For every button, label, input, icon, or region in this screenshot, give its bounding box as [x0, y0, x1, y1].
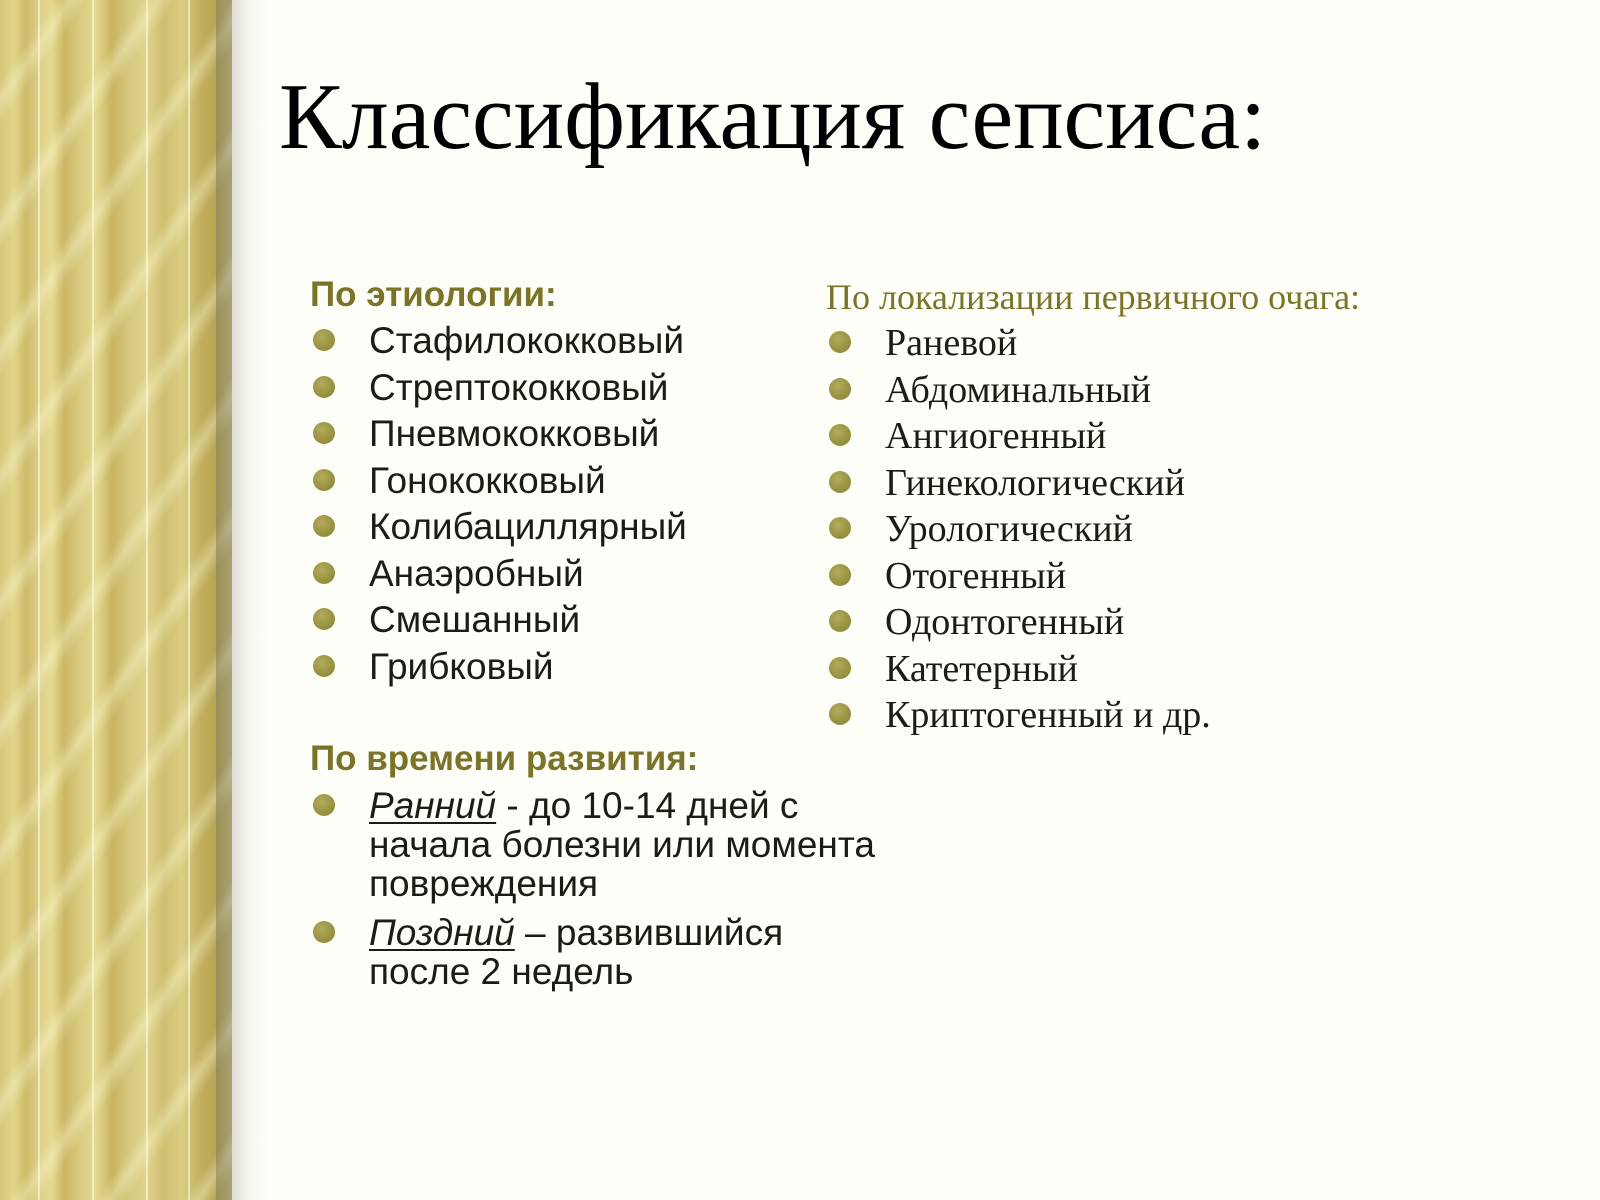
list-item-label: Анаэробный: [369, 552, 584, 594]
bullet-icon: [313, 655, 335, 677]
list-item: [826, 367, 1360, 414]
list-item-label: Ангиогенный: [885, 415, 1107, 457]
band-stripe: [38, 0, 40, 1200]
bullet-icon: [313, 422, 335, 444]
late-line-2: после 2 недель: [369, 951, 634, 992]
development-time-section: [310, 736, 950, 991]
bullet-icon: [829, 610, 851, 632]
bullet-icon: [829, 378, 851, 400]
band-stripe: [188, 0, 190, 1200]
bullet-icon: [829, 471, 851, 493]
bullet-icon: [313, 515, 335, 537]
early-line-3: повреждения: [369, 863, 599, 904]
list-item-label: Гинекологический: [885, 461, 1185, 504]
decorative-gold-band: [0, 0, 232, 1200]
early-description: - до 10-14 дней с: [496, 785, 799, 826]
list-item-label: Смешанный: [369, 599, 581, 640]
bullet-icon: [829, 564, 851, 586]
localization-heading: По локализации первичного очага:: [826, 277, 1361, 317]
list-item-label: Криптогенный и др.: [885, 694, 1211, 736]
list-item: [826, 599, 1360, 646]
etiology-heading: По этиологии:: [310, 275, 557, 314]
list-item: [826, 692, 1360, 739]
bullet-icon: [829, 517, 851, 539]
list-item-late: [310, 913, 950, 991]
list-item-label: Стрептококковый: [369, 366, 669, 408]
list-item-label: Катетерный: [885, 647, 1078, 690]
list-item: [310, 504, 687, 551]
bullet-icon: [313, 794, 335, 816]
list-item-label: Пневмококковый: [369, 413, 660, 454]
list-item-label: Абдоминальный: [885, 368, 1151, 411]
early-term: Ранний: [369, 785, 497, 826]
list-item-label: Грибковый: [369, 645, 554, 687]
development-time-heading: По времени развития:: [310, 739, 699, 778]
band-stripe: [92, 0, 94, 1200]
list-item: [826, 460, 1360, 507]
list-item: [826, 553, 1360, 600]
late-line-1: [369, 913, 950, 952]
list-item-early: [310, 786, 950, 903]
band-stripe: [146, 0, 148, 1200]
etiology-section: [310, 272, 687, 690]
list-item: [826, 506, 1360, 553]
localization-list: [826, 320, 1360, 739]
list-item: [826, 646, 1360, 693]
bullet-icon: [313, 608, 335, 630]
etiology-list: [310, 318, 687, 690]
list-item-label: Урологический: [885, 508, 1133, 550]
list-item-label: Отогенный: [885, 554, 1067, 597]
bullet-icon: [829, 703, 851, 725]
list-item: [310, 411, 687, 458]
list-item-label: Одонтогенный: [885, 601, 1125, 643]
bullet-icon: [313, 329, 335, 351]
list-item: [826, 413, 1360, 460]
list-item: [310, 318, 687, 365]
bullet-icon: [829, 331, 851, 353]
localization-section: [826, 274, 1360, 739]
development-time-list: [310, 786, 950, 991]
bullet-icon: [313, 562, 335, 584]
list-item: [826, 320, 1360, 367]
slide-title: Классификация сепсиса:: [279, 65, 1267, 169]
early-line-1: [369, 786, 950, 825]
bullet-icon: [313, 469, 335, 491]
list-item: [310, 597, 687, 644]
list-item: [310, 551, 687, 598]
list-item-label: Гонококковый: [369, 459, 606, 501]
list-item-label: Колибациллярный: [369, 506, 687, 547]
early-line-2: начала болезни или момента: [369, 824, 875, 865]
list-item-label: Раневой: [885, 322, 1018, 364]
late-term: Поздний: [369, 912, 515, 953]
bullet-icon: [313, 921, 335, 943]
bullet-icon: [829, 657, 851, 679]
bullet-icon: [313, 376, 335, 398]
late-description: – развившийся: [514, 912, 784, 953]
list-item: [310, 458, 687, 505]
list-item-label: Стафилококковый: [369, 320, 684, 361]
list-item: [310, 365, 687, 412]
bullet-icon: [829, 424, 851, 446]
band-shadow: [216, 0, 268, 1200]
list-item: [310, 644, 687, 691]
